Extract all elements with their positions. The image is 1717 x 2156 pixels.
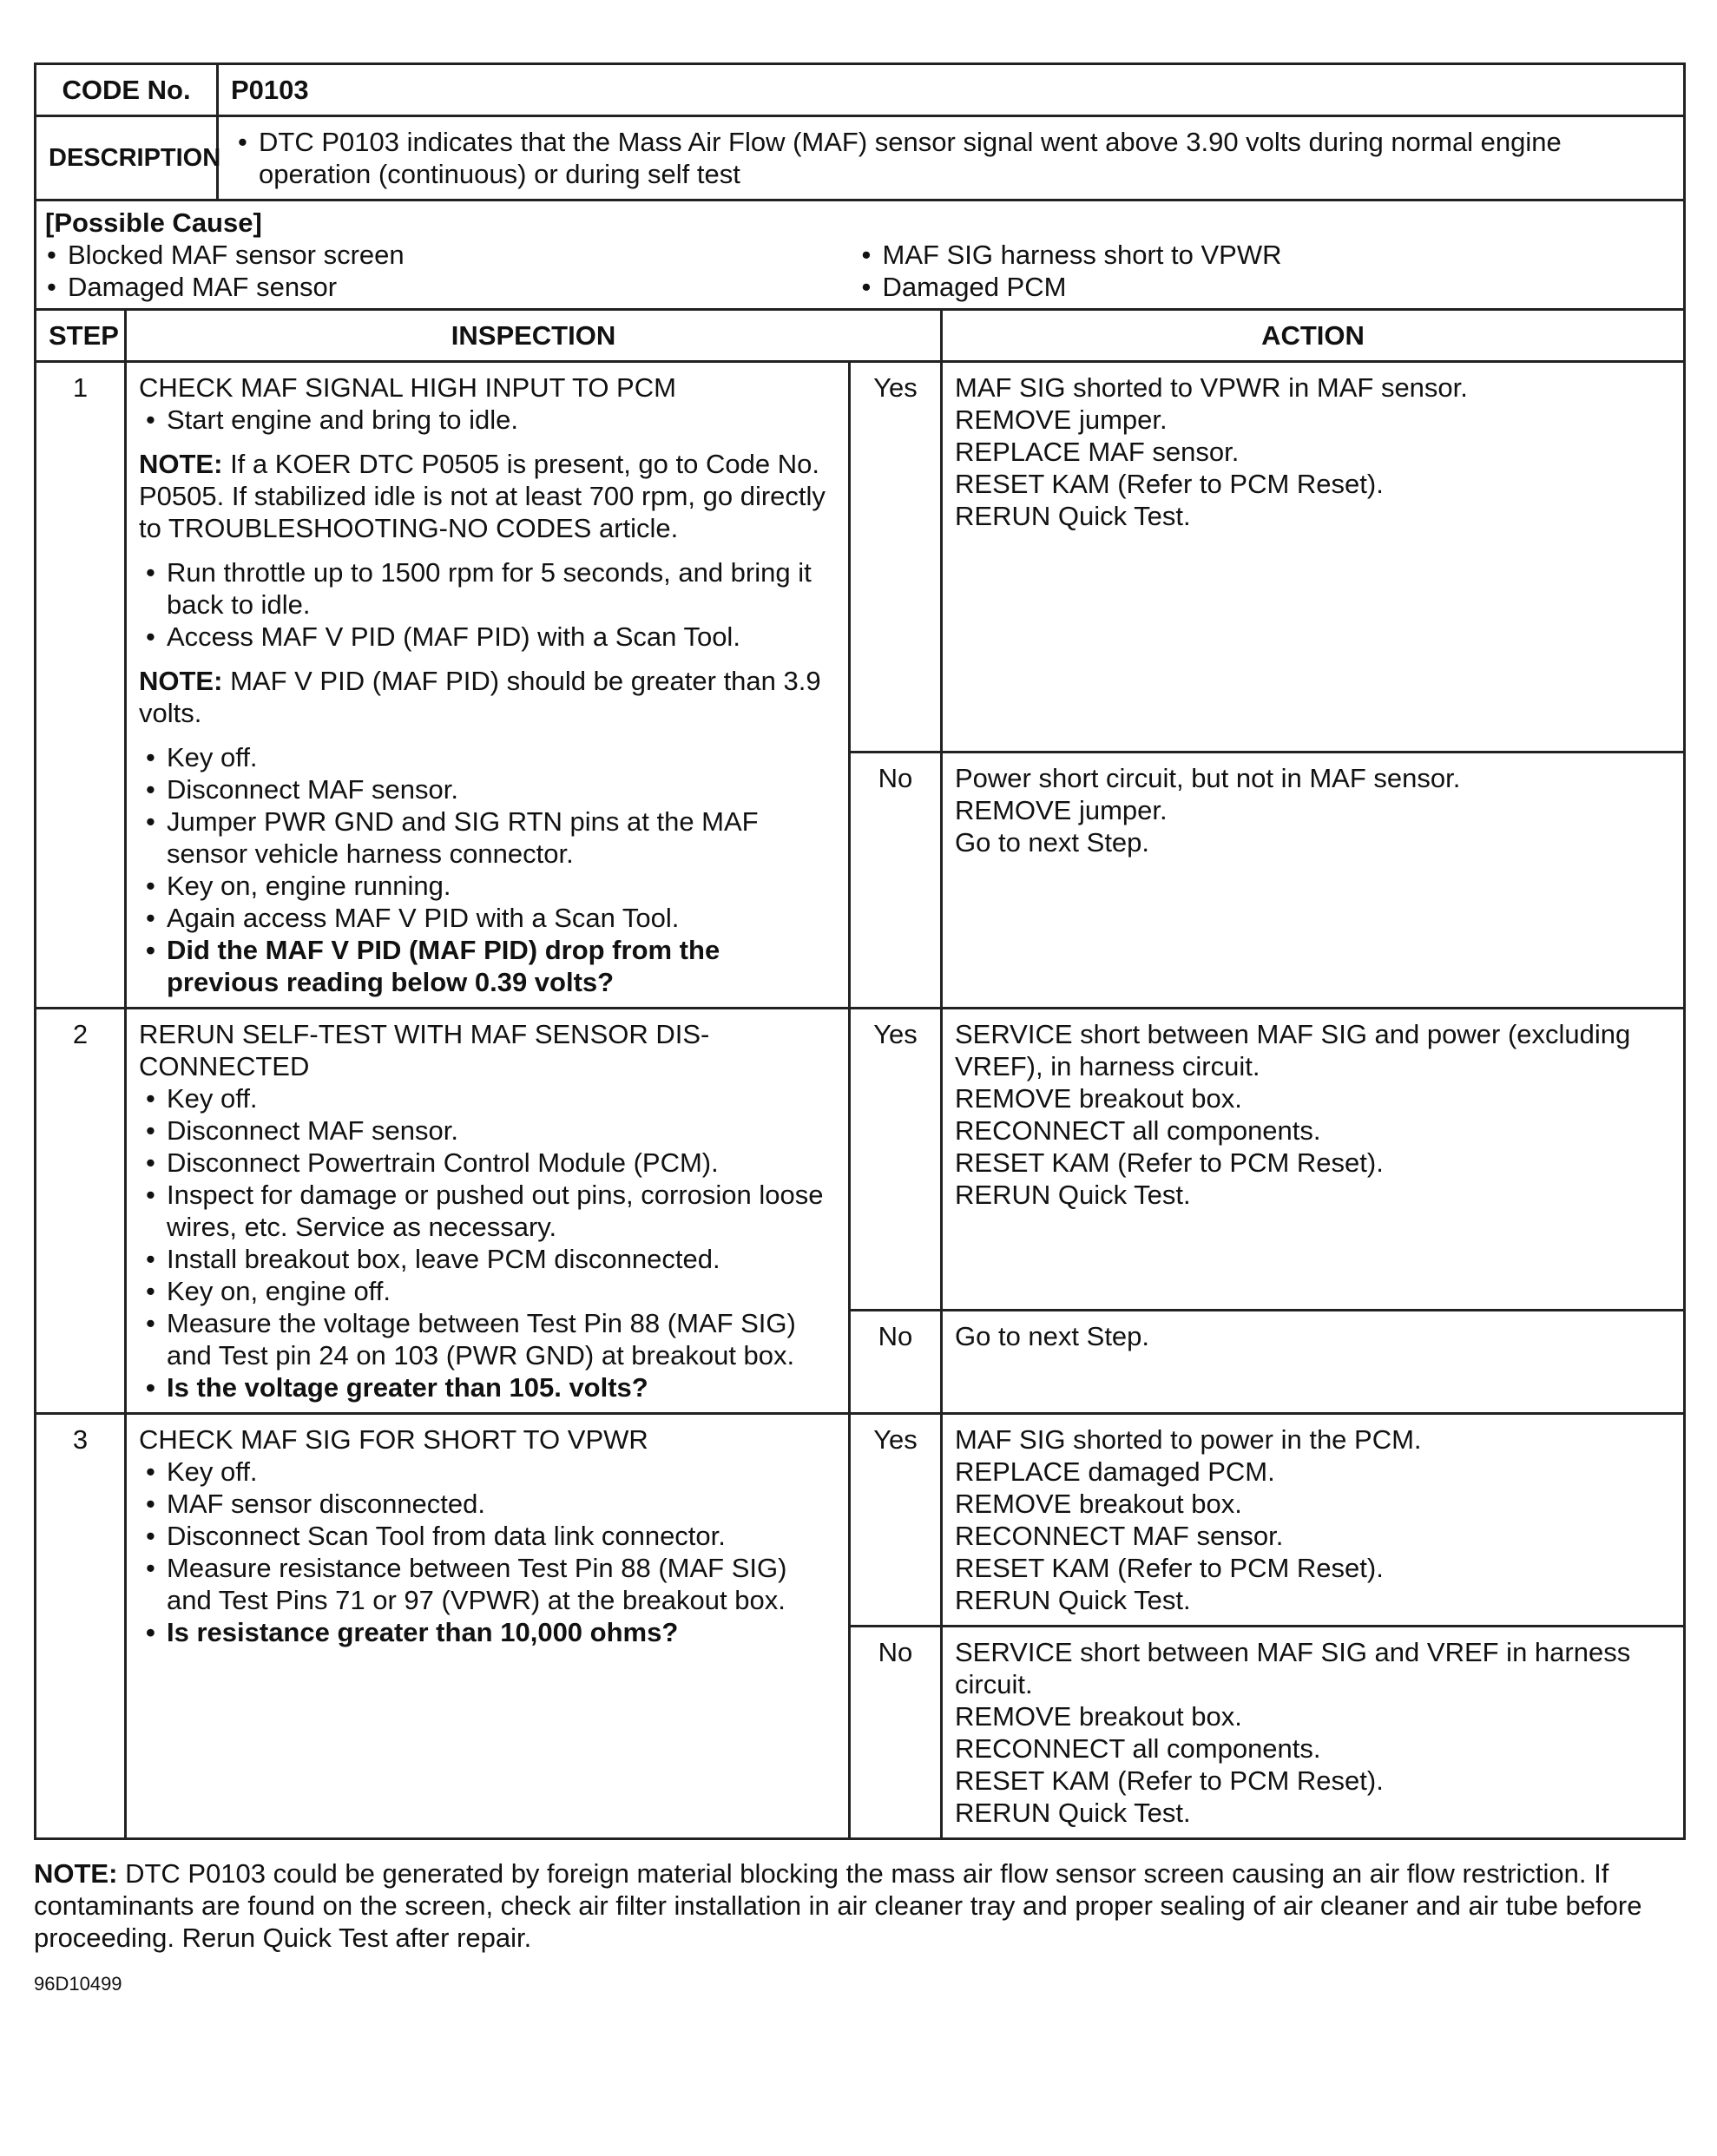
step-number: 1 [36, 362, 126, 1009]
action-line: REPLACE damaged PCM. [955, 1456, 1275, 1487]
action-line: RERUN Quick Test. [955, 1798, 1191, 1828]
action-line: RERUN Quick Test. [955, 501, 1191, 531]
action-line: RERUN Quick Test. [955, 1180, 1191, 1210]
yes-label: Yes [850, 1414, 942, 1627]
step-bullet: • Measure the voltage between Test Pin 88 (MAF SIG) and Test pin 24 on 103 (PWR GND) at breakout box. [139, 1307, 836, 1371]
yes-label: Yes [850, 1009, 942, 1311]
step-title: RERUN SELF-TEST WITH MAF SENSOR DIS-CONNECTED [139, 1019, 710, 1081]
action-line: REMOVE breakout box. [955, 1083, 1242, 1114]
inspection-header: INSPECTION [126, 310, 942, 362]
step-bullet: • Disconnect MAF sensor. [139, 773, 836, 805]
cause-item: • Blocked MAF sensor screen [45, 239, 860, 271]
causes-title: [Possible Cause] [45, 207, 262, 238]
causes-cell [36, 200, 1685, 310]
step-bullet: • Start engine and bring to idle. [139, 404, 836, 436]
causes-row [36, 200, 1685, 310]
step-question: • Did the MAF V PID (MAF PID) drop from the previous reading below 0.39 volts? [139, 934, 836, 998]
action-line: MAF SIG shorted to power in the PCM. [955, 1424, 1422, 1455]
step-header: STEP [36, 310, 126, 362]
no-label: No [850, 1311, 942, 1414]
action-line: SERVICE short between MAF SIG and VREF in harness circuit. [955, 1637, 1631, 1699]
step-inspection [126, 1414, 850, 1839]
step-note [139, 665, 836, 729]
action-line: RESET KAM (Refer to PCM Reset). [955, 1147, 1384, 1178]
step-1-yes-row [36, 362, 1685, 753]
diagnostic-page [34, 62, 1683, 1995]
step-bullet: • Again access MAF V PID with a Scan Tool. [139, 902, 836, 934]
no-action [942, 1311, 1685, 1414]
action-line: RECONNECT all components. [955, 1733, 1321, 1764]
step-bullet: • Inspect for damage or pushed out pins, corrosion loose wires, etc. Service as necessary. [139, 1179, 836, 1243]
cause-item: • MAF SIG harness short to VPWR [860, 239, 1675, 271]
cause-item: • Damaged MAF sensor [45, 271, 860, 303]
diagnostic-table [34, 62, 1686, 1840]
yes-action [942, 1414, 1685, 1627]
action-line: RESET KAM (Refer to PCM Reset). [955, 1765, 1384, 1796]
description-row [36, 116, 1685, 200]
description-cell [218, 116, 1685, 200]
code-value: P0103 [218, 64, 1685, 116]
action-line: Power short circuit, but not in MAF sensor. [955, 763, 1461, 793]
description-text: • DTC P0103 indicates that the Mass Air Flow (MAF) sensor signal went above 3.90 volts during normal engine operation (continuous) or during self test [231, 126, 1671, 190]
action-line: REMOVE jumper. [955, 404, 1168, 435]
no-action [942, 1627, 1685, 1839]
note-text: If a KOER DTC P0505 is present, go to Code No. P0505. If stabilized idle is not at least 700 rpm, go directly to TROUBLESHOOTING-NO CODES article. [139, 449, 826, 543]
action-line: RESET KAM (Refer to PCM Reset). [955, 469, 1384, 499]
step-title: CHECK MAF SIG FOR SHORT TO VPWR [139, 1424, 648, 1455]
step-note [139, 448, 836, 544]
step-question: • Is resistance greater than 10,000 ohms? [139, 1616, 836, 1648]
step-bullet: • Run throttle up to 1500 rpm for 5 seconds, and bring it back to idle. [139, 556, 836, 621]
column-header-row [36, 310, 1685, 362]
action-line: MAF SIG shorted to VPWR in MAF sensor. [955, 372, 1468, 403]
action-line: SERVICE short between MAF SIG and power (excluding VREF), in harness circuit. [955, 1019, 1631, 1081]
action-line: RECONNECT all components. [955, 1115, 1321, 1146]
action-line: REMOVE breakout box. [955, 1701, 1242, 1732]
action-line: Go to next Step. [955, 1321, 1150, 1351]
note-text: MAF V PID (MAF PID) should be greater than 3.9 volts. [139, 666, 821, 728]
step-bullet: • Key on, engine off. [139, 1275, 836, 1307]
action-line: REMOVE breakout box. [955, 1489, 1242, 1519]
step-inspection [126, 362, 850, 1009]
step-3-yes-row [36, 1414, 1685, 1627]
note-label: NOTE: [139, 449, 223, 479]
step-bullet: • Install breakout box, leave PCM disconnected. [139, 1243, 836, 1275]
step-bullet: • Measure resistance between Test Pin 88 (MAF SIG) and Test Pins 71 or 97 (VPWR) at the breakout box. [139, 1552, 836, 1616]
action-line: RESET KAM (Refer to PCM Reset). [955, 1553, 1384, 1583]
action-line: Go to next Step. [955, 827, 1150, 858]
footnote [34, 1857, 1683, 1954]
footnote-label: NOTE: [34, 1858, 118, 1889]
step-bullet: • Disconnect Scan Tool from data link connector. [139, 1520, 836, 1552]
yes-action [942, 1009, 1685, 1311]
step-bullet: • Jumper PWR GND and SIG RTN pins at the MAF sensor vehicle harness connector. [139, 805, 836, 870]
step-number: 2 [36, 1009, 126, 1414]
step-bullet: • Key off. [139, 741, 836, 773]
action-line: REMOVE jumper. [955, 795, 1168, 825]
step-bullet: • Access MAF V PID (MAF PID) with a Scan Tool. [139, 621, 836, 653]
step-bullet: • Disconnect Powertrain Control Module (PCM). [139, 1147, 836, 1179]
step-2-yes-row [36, 1009, 1685, 1311]
code-label: CODE No. [36, 64, 218, 116]
no-label: No [850, 1627, 942, 1839]
step-number: 3 [36, 1414, 126, 1839]
no-action [942, 753, 1685, 1009]
note-label: NOTE: [139, 666, 223, 696]
step-inspection [126, 1009, 850, 1414]
code-row [36, 64, 1685, 116]
footnote-text: DTC P0103 could be generated by foreign material blocking the mass air flow sensor screen causing an air flow restriction. If contaminants are found on the screen, check air filter installation in air cleaner tray and proper sealing of air cleaner and air tube before proceeding. Rerun Quick Test after repair. [34, 1858, 1642, 1953]
action-line: REPLACE MAF sensor. [955, 437, 1240, 467]
figure-id: 96D10499 [34, 1973, 122, 1995]
action-line: RERUN Quick Test. [955, 1585, 1191, 1615]
action-header: ACTION [942, 310, 1685, 362]
step-bullet: • MAF sensor disconnected. [139, 1488, 836, 1520]
step-bullet: • Key off. [139, 1456, 836, 1488]
step-bullet: • Disconnect MAF sensor. [139, 1114, 836, 1147]
no-label: No [850, 753, 942, 1009]
cause-item: • Damaged PCM [860, 271, 1675, 303]
yes-label: Yes [850, 362, 942, 753]
description-label: DESCRIPTION [36, 116, 218, 200]
step-question: • Is the voltage greater than 105. volts? [139, 1371, 836, 1403]
step-bullet: • Key off. [139, 1082, 836, 1114]
step-title: CHECK MAF SIGNAL HIGH INPUT TO PCM [139, 372, 676, 403]
yes-action [942, 362, 1685, 753]
step-bullet: • Key on, engine running. [139, 870, 836, 902]
action-line: RECONNECT MAF sensor. [955, 1521, 1284, 1551]
